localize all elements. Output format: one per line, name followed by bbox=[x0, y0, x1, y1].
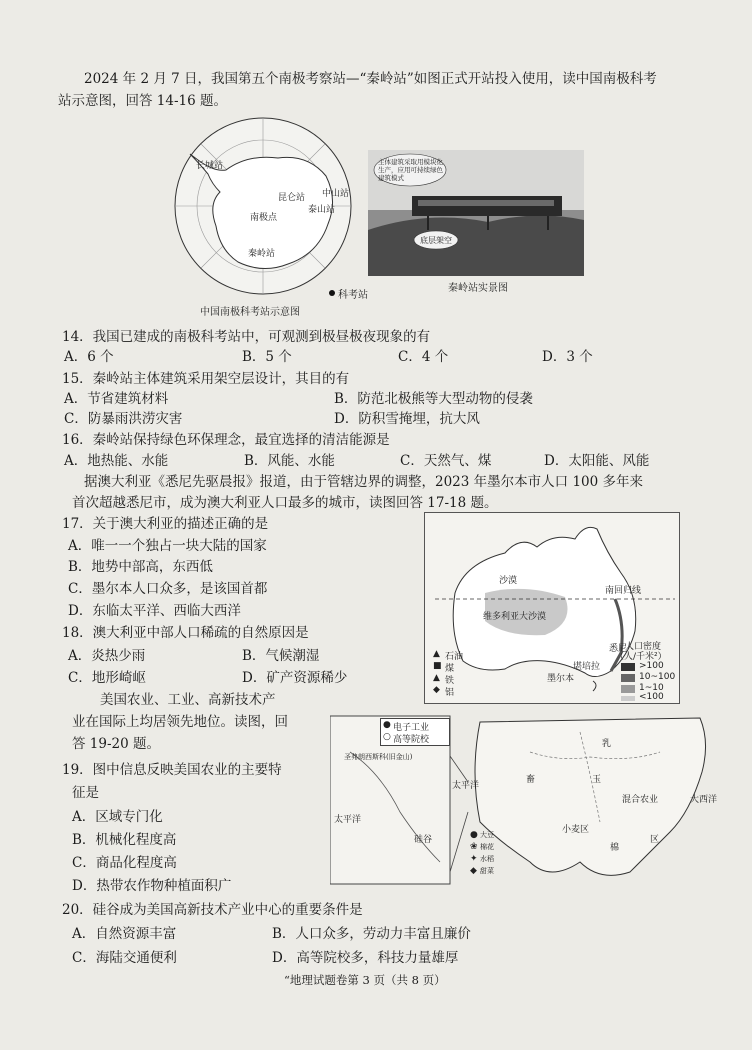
density-legend-unit: （人/千米²） bbox=[615, 652, 667, 662]
mineral-label-aluminum: 铝 bbox=[445, 688, 455, 698]
q19-option-d: D．热带农作物种植面积广 bbox=[72, 878, 232, 894]
map-label-qinling: 秦岭站 bbox=[248, 249, 276, 259]
sugarbeet-icon: ◆ bbox=[470, 866, 477, 876]
mineral-label-oil: 石油 bbox=[445, 652, 464, 662]
us-label-cotton: 棉 bbox=[610, 843, 620, 853]
density-swatch-4 bbox=[621, 696, 635, 701]
aus-label-canberra: 堪培拉 bbox=[573, 662, 601, 672]
inset-label-silicon-valley: 硅谷 bbox=[414, 835, 433, 845]
q16-stem: 16．秦岭站保持绿色环保理念，最宜选择的清洁能源是 bbox=[62, 432, 390, 448]
fig2-caption: 秦岭站实景图 bbox=[448, 283, 508, 294]
q14-option-d: D．3 个 bbox=[542, 349, 593, 365]
q19-option-a: A．区域专门化 bbox=[72, 809, 163, 825]
q14-stem: 14．我国已建成的南极科考站中，可观测到极昼极夜现象的有 bbox=[62, 329, 431, 345]
density-swatch-3 bbox=[621, 685, 635, 693]
density-swatch-1 bbox=[621, 663, 635, 671]
q20-option-b: B．人口众多，劳动力丰富且廉价 bbox=[272, 926, 471, 942]
q16-option-b: B．风能、水能 bbox=[244, 453, 335, 469]
us-legend-sugarbeet: 甜菜 bbox=[480, 867, 494, 875]
map-label-taishan: 泰山站 bbox=[308, 205, 336, 215]
qinling-station-photo bbox=[368, 150, 584, 276]
aus-label-sydney: 悉尼 bbox=[609, 644, 628, 654]
intro1-line2: 站示意图，回答 14-16 题。 bbox=[58, 93, 228, 109]
us-legend-rice: 水稻 bbox=[480, 855, 494, 863]
q16-option-d: D．太阳能、风能 bbox=[544, 453, 650, 469]
us-label-area: 区 bbox=[650, 835, 660, 845]
q14-option-a: A．6 个 bbox=[64, 349, 114, 365]
mineral-label-iron: 铁 bbox=[445, 676, 455, 686]
us-label-corn: 玉 bbox=[592, 775, 602, 785]
map-label-south-pole: 南极点 bbox=[250, 213, 278, 223]
us-label-atlantic: 大西洋 bbox=[690, 795, 718, 805]
q15-option-c: C．防暴雨洪涝灾害 bbox=[64, 411, 183, 427]
q18-option-a: A．炎热少雨 bbox=[68, 648, 146, 664]
photo-bubble-text: 主体建筑采取用模块化生产，应用可持续绿色建筑模式 bbox=[378, 158, 443, 182]
australia-map bbox=[424, 512, 680, 704]
intro2-line1: 据澳大利亚《悉尼先驱晨报》报道，由于管辖边界的调整，2023 年墨尔本市人口 100 多年来 bbox=[84, 474, 643, 490]
q19-option-b: B．机械化程度高 bbox=[72, 832, 177, 848]
rice-icon: ✦ bbox=[470, 854, 478, 864]
q19-stem-line2: 征是 bbox=[72, 785, 99, 801]
us-label-pacific: 太平洋 bbox=[452, 781, 480, 791]
density-label-4: <100 bbox=[639, 692, 664, 702]
us-label-livestock: 畜 bbox=[526, 775, 536, 785]
q17-stem: 17．关于澳大利亚的描述正确的是 bbox=[62, 516, 269, 532]
q15-option-b: B．防范北极熊等大型动物的侵袭 bbox=[334, 391, 533, 407]
aus-label-desert: 沙漠 bbox=[499, 576, 518, 586]
us-legend-cotton: 棉花 bbox=[480, 843, 494, 851]
density-label-2: 10~100 bbox=[639, 672, 676, 682]
fig1-caption: 中国南极科考站示意图 bbox=[200, 307, 300, 318]
iron-icon: ▲ bbox=[433, 673, 440, 683]
intro2-line2: 首次超越悉尼市，成为澳大利亚人口最多的城市，读图回答 17-18 题。 bbox=[72, 495, 498, 511]
q20-stem: 20．硅谷成为美国高新技术产业中心的重要条件是 bbox=[62, 902, 363, 918]
density-legend-title: 人口密度 bbox=[625, 642, 662, 652]
q17-option-a: A．唯一一个独占一块大陆的国家 bbox=[68, 538, 267, 554]
page-footer: “地理试题卷第 3 页（共 8 页） bbox=[284, 973, 446, 987]
map-label-kunlun: 昆仑站 bbox=[278, 193, 306, 203]
station-legend-dot bbox=[329, 290, 335, 296]
soybean-icon: ● bbox=[470, 830, 478, 840]
inset-label-sf: 圣弗朗西斯科(旧金山) bbox=[344, 753, 413, 761]
q18-option-d: D．矿产资源稀少 bbox=[242, 670, 348, 686]
q20-option-c: C．海陆交通便利 bbox=[72, 950, 177, 966]
us-label-dairy: 乳 bbox=[602, 739, 612, 749]
us-legend-soybean: 大豆 bbox=[480, 831, 494, 839]
us-label-wheat: 小麦区 bbox=[562, 825, 590, 835]
q17-option-c: C．墨尔本人口众多，是该国首都 bbox=[68, 581, 268, 597]
inset-legend-electronics: 电子工业 bbox=[393, 723, 430, 733]
q15-option-a: A．节省建筑材料 bbox=[64, 391, 169, 407]
map-label-changcheng: 长城站 bbox=[196, 161, 224, 171]
photo-bubble-stilts: 底层架空 bbox=[420, 236, 452, 245]
q18-option-b: B．气候潮湿 bbox=[242, 648, 320, 664]
coal-icon: ■ bbox=[433, 661, 442, 671]
intro3-line2: 业在国际上均居领先地位。读图，回 bbox=[72, 714, 288, 730]
aus-label-melbourne: 墨尔本 bbox=[547, 674, 575, 684]
inset-label-pacific: 太平洋 bbox=[334, 815, 362, 825]
q14-option-c: C．4 个 bbox=[398, 349, 449, 365]
intro3-line3: 答 19-20 题。 bbox=[72, 736, 161, 752]
q14-option-b: B．5 个 bbox=[242, 349, 292, 365]
density-label-3: 1~10 bbox=[639, 683, 664, 693]
q19-option-c: C．商品化程度高 bbox=[72, 855, 177, 871]
q20-option-d: D．高等院校多，科技力量雄厚 bbox=[272, 950, 459, 966]
q15-option-d: D．防积雪掩埋，抗大风 bbox=[334, 411, 480, 427]
intro3-line1: 美国农业、工业、高新技术产 bbox=[100, 692, 276, 708]
aluminum-icon: ◆ bbox=[433, 685, 440, 695]
q19-stem-line1: 19．图中信息反映美国农业的主要特 bbox=[62, 762, 282, 778]
density-swatch-2 bbox=[621, 674, 635, 682]
q15-stem: 15．秦岭站主体建筑采用架空层设计，其目的有 bbox=[62, 371, 350, 387]
q16-option-a: A．地热能、水能 bbox=[64, 453, 169, 469]
fig1-legend-label: 科考站 bbox=[338, 290, 368, 301]
q18-stem: 18．澳大利亚中部人口稀疏的自然原因是 bbox=[62, 625, 309, 641]
q16-option-c: C．天然气、煤 bbox=[400, 453, 492, 469]
antarctica-map bbox=[168, 114, 358, 304]
intro1-line1: 2024 年 2 月 7 日，我国第五个南极考察站—“秦岭站”如图正式开站投入使用，读中国南极科考 bbox=[84, 71, 657, 87]
us-label-mixed-farming: 混合农业 bbox=[622, 795, 659, 805]
q18-option-c: C．地形崎岖 bbox=[68, 670, 146, 686]
legend-university-icon: ○ bbox=[383, 732, 391, 742]
q20-option-a: A．自然资源丰富 bbox=[72, 926, 177, 942]
inset-legend bbox=[380, 718, 450, 746]
map-label-zhongshan: 中山站 bbox=[322, 189, 350, 199]
legend-electronics-icon: ● bbox=[383, 720, 391, 730]
q17-option-b: B．地势中部高，东西低 bbox=[68, 559, 213, 575]
usa-map bbox=[330, 712, 718, 890]
aus-label-great-victoria-desert: 维多利亚大沙漠 bbox=[483, 612, 547, 622]
mineral-label-coal: 煤 bbox=[445, 664, 455, 674]
cotton-icon: ❀ bbox=[470, 842, 478, 852]
density-label-1: >100 bbox=[639, 661, 664, 671]
q17-option-d: D．东临太平洋、西临大西洋 bbox=[68, 603, 241, 619]
inset-legend-universities: 高等院校 bbox=[393, 735, 430, 745]
aus-label-tropic: 南回归线 bbox=[605, 586, 642, 596]
oil-icon: ▲ bbox=[433, 649, 440, 659]
